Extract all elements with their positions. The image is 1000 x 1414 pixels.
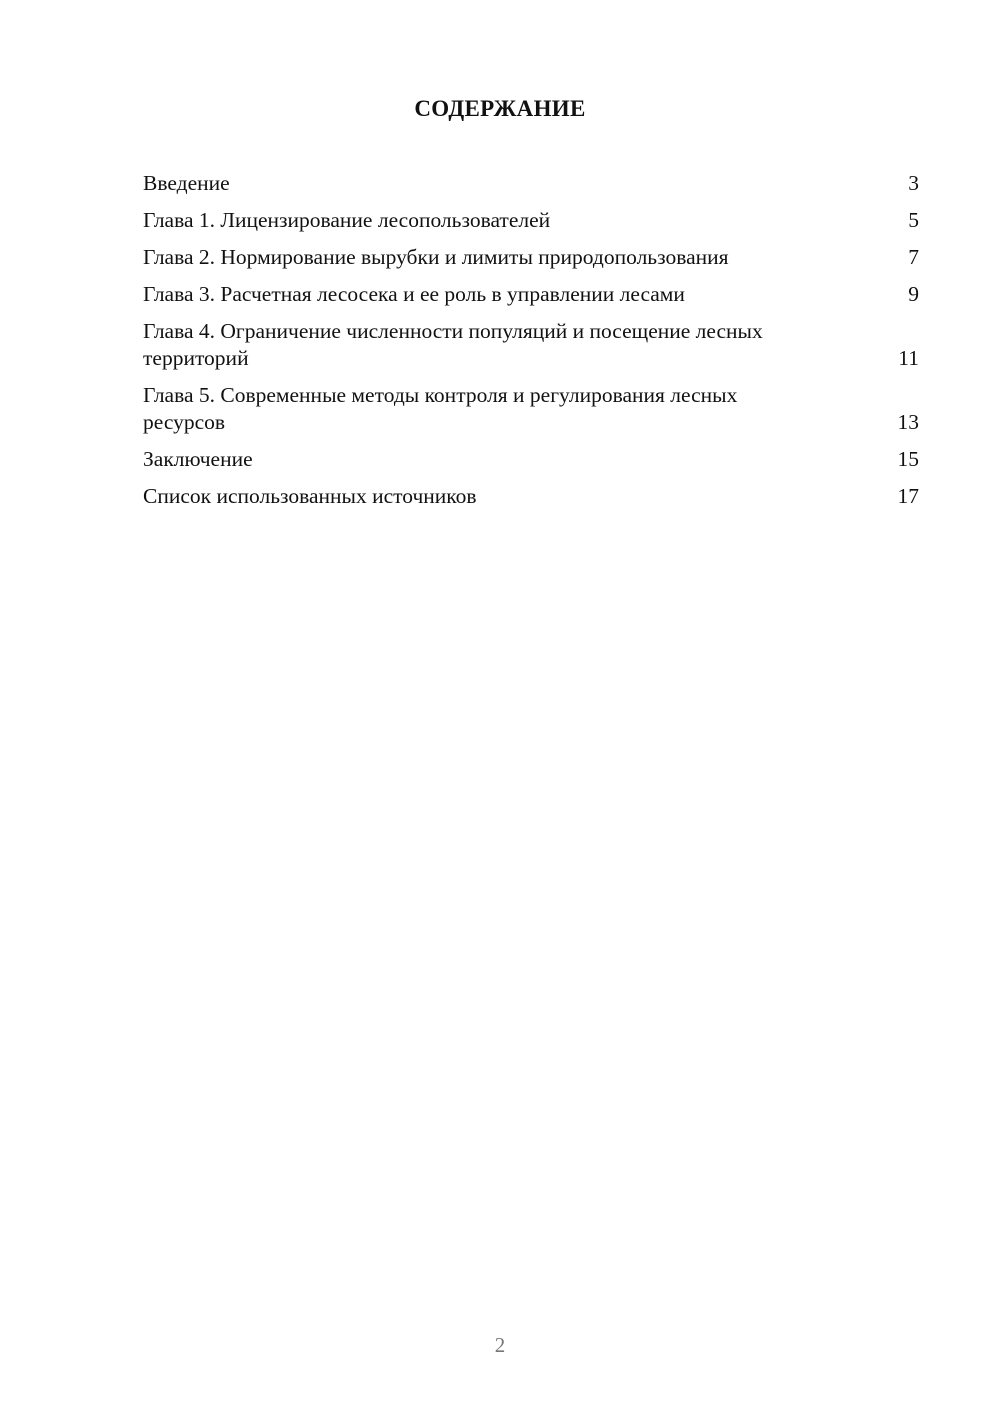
- toc-entry-chapter-3: [143, 281, 919, 308]
- toc-entry-chapter-1: [143, 207, 919, 234]
- toc-entry-references: [143, 483, 919, 510]
- toc-entry-text: Глава 4. Ограничение численности популяций и посещение лесных территорий: [143, 319, 763, 370]
- toc-entry-introduction: [143, 170, 919, 197]
- toc-entry-page: 17: [897, 484, 919, 508]
- toc-entry-text: Глава 5. Современные методы контроля и регулирования лесных ресурсов: [143, 383, 738, 434]
- toc-entry-page: 13: [897, 410, 919, 434]
- toc-entry-page: 3: [908, 171, 919, 195]
- toc-entry-text: Глава 2. Нормирование вырубки и лимиты природопользования: [143, 245, 729, 269]
- toc-entry-chapter-2: [143, 244, 919, 271]
- table-of-contents: [143, 170, 919, 520]
- toc-entry-chapter-5: [143, 382, 919, 436]
- page-title: СОДЕРЖАНИЕ: [414, 96, 586, 121]
- toc-entry-page: 15: [897, 447, 919, 471]
- toc-entry-chapter-4: [143, 318, 919, 372]
- toc-entry-page: 11: [898, 346, 919, 370]
- page-number: 2: [494, 1333, 506, 1357]
- toc-entry-text: Заключение: [143, 447, 253, 471]
- toc-entry-text: Введение: [143, 171, 230, 195]
- toc-entry-text: Глава 3. Расчетная лесосека и ее роль в управлении лесами: [143, 282, 685, 306]
- toc-entry-text: Список использованных источников: [143, 484, 477, 508]
- toc-entry-page: 5: [908, 208, 919, 232]
- toc-entry-text: Глава 1. Лицензирование лесопользователей: [143, 208, 551, 232]
- toc-entry-page: 9: [908, 282, 919, 306]
- toc-entry-conclusion: [143, 446, 919, 473]
- toc-entry-page: 7: [908, 245, 919, 269]
